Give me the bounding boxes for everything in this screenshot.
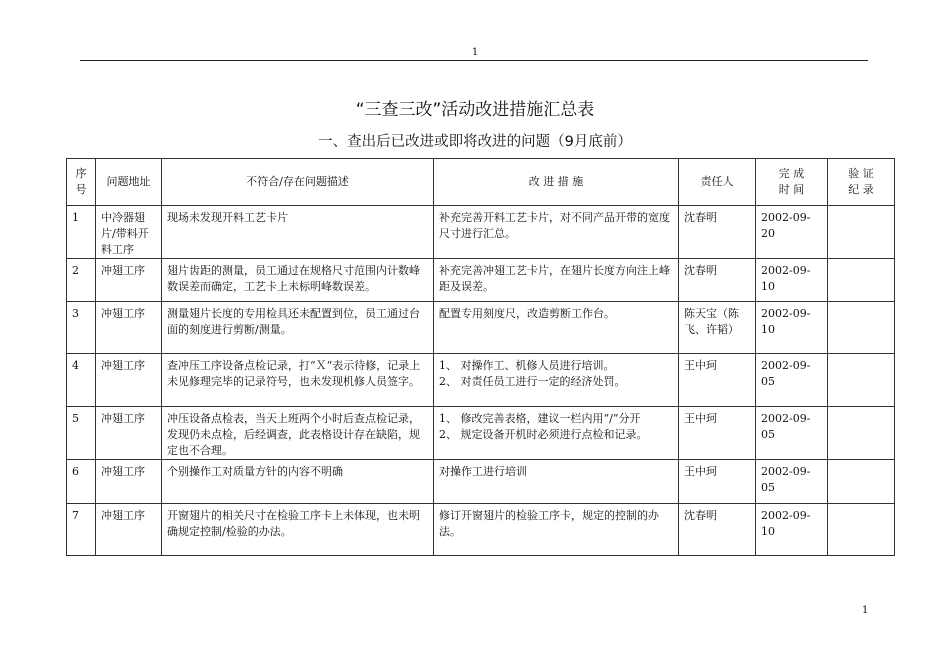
table-row <box>67 460 895 504</box>
cell-owner: 陈天宝（陈飞、许韬） <box>679 302 756 354</box>
cell-location: 中冷器翅片/带料开料工序 <box>96 206 162 259</box>
header-no-line2: 号 <box>75 183 87 196</box>
page-number-bottom: 1 <box>862 605 869 616</box>
cell-issue: 测量翅片长度的专用检具还未配置到位，员工通过台面的刻度进行剪断/测量。 <box>162 302 434 354</box>
table-body <box>67 206 895 556</box>
cell-verify <box>828 354 895 407</box>
cell-time: 2002-09-10 <box>756 259 828 302</box>
cell-measure: 补充完善冲翅工艺卡片，在翅片长度方向注上峰距及误差。 <box>434 259 679 302</box>
cell-issue: 查冲压工序设备点检记录，打“Ｘ“表示待修，记录上未见修理完毕的记录符号，也未发现机修人员签字。 <box>162 354 434 407</box>
cell-issue: 冲压设备点检表，当天上班两个小时后查点检记录，发现仍未点检，后经调查，此表格设计存在缺陷，规定也不合理。 <box>162 407 434 460</box>
table-row <box>67 259 895 302</box>
cell-time: 2002-09-10 <box>756 504 828 556</box>
cell-verify <box>828 504 895 556</box>
table-row <box>67 354 895 407</box>
cell-verify <box>828 206 895 259</box>
cell-no: 3 <box>67 302 96 354</box>
cell-measure: 对操作工进行培训 <box>434 460 679 504</box>
cell-owner: 沈春明 <box>679 259 756 302</box>
cell-measure: 1、 对操作工、机修人员进行培训。 2、 对责任员工进行一定的经济处罚。 <box>434 354 679 407</box>
cell-verify <box>828 460 895 504</box>
section-subtitle: 一、查出后已改进或即将改进的问题（9月底前） <box>318 134 632 150</box>
cell-no: 2 <box>67 259 96 302</box>
cell-time: 2002-09-20 <box>756 206 828 259</box>
cell-measure: 配置专用刻度尺，改造剪断工作台。 <box>434 302 679 354</box>
cell-no: 7 <box>67 504 96 556</box>
cell-time: 2002-09-10 <box>756 302 828 354</box>
header-owner: 责任人 <box>679 159 756 206</box>
cell-owner: 王中珂 <box>679 407 756 460</box>
improvement-table <box>66 158 895 556</box>
cell-time: 2002-09-05 <box>756 354 828 407</box>
cell-measure: 补充完善开料工艺卡片，对不同产品开带的宽度尺寸进行汇总。 <box>434 206 679 259</box>
header-location: 问题地址 <box>96 159 162 206</box>
cell-owner: 沈春明 <box>679 206 756 259</box>
cell-time: 2002-09-05 <box>756 460 828 504</box>
cell-location: 冲翅工序 <box>96 259 162 302</box>
header-time-line1: 完 成 <box>778 167 805 180</box>
cell-owner: 沈春明 <box>679 504 756 556</box>
table-row <box>67 302 895 354</box>
table-row <box>67 504 895 556</box>
cell-issue: 现场未发现开料工艺卡片 <box>162 206 434 259</box>
cell-location: 冲翅工序 <box>96 302 162 354</box>
cell-location: 冲翅工序 <box>96 504 162 556</box>
cell-verify <box>828 302 895 354</box>
cell-no: 4 <box>67 354 96 407</box>
header-no <box>67 159 96 206</box>
cell-location: 冲翅工序 <box>96 407 162 460</box>
table-row <box>67 407 895 460</box>
cell-no: 5 <box>67 407 96 460</box>
cell-issue: 翅片齿距的测量，员工通过在规格尺寸范围内计数峰数误差而确定，工艺卡上未标明峰数误差。 <box>162 259 434 302</box>
table-row <box>67 206 895 259</box>
header-no-line1: 序 <box>75 167 87 180</box>
cell-verify <box>828 407 895 460</box>
cell-verify <box>828 259 895 302</box>
cell-issue: 开窗翅片的相关尺寸在检验工序卡上未体现，也未明确规定控制/检验的办法。 <box>162 504 434 556</box>
cell-location: 冲翅工序 <box>96 354 162 407</box>
table-header-row <box>67 159 895 206</box>
document-title: “三查三改”活动改进措施汇总表 <box>355 100 595 120</box>
header-rule <box>80 60 868 61</box>
cell-owner: 王中珂 <box>679 460 756 504</box>
header-verify <box>828 159 895 206</box>
header-measure: 改 进 措 施 <box>434 159 679 206</box>
cell-location: 冲翅工序 <box>96 460 162 504</box>
cell-issue: 个别操作工对质量方针的内容不明确 <box>162 460 434 504</box>
header-verify-line1: 验 证 <box>848 167 874 180</box>
header-time-line2: 时 间 <box>778 183 805 196</box>
header-issue: 不符合/存在问题描述 <box>162 159 434 206</box>
cell-no: 6 <box>67 460 96 504</box>
cell-owner: 王中珂 <box>679 354 756 407</box>
cell-no: 1 <box>67 206 96 259</box>
cell-time: 2002-09-05 <box>756 407 828 460</box>
cell-measure: 1、 修改完善表格，建议一栏内用“/”分开 2、 规定设备开机时必须进行点检和记录。 <box>434 407 679 460</box>
header-time <box>756 159 828 206</box>
page-number-top: 1 <box>471 47 479 58</box>
header-verify-line2: 纪 录 <box>848 183 874 196</box>
cell-measure: 修订开窗翅片的检验工序卡，规定的控制的办法。 <box>434 504 679 556</box>
